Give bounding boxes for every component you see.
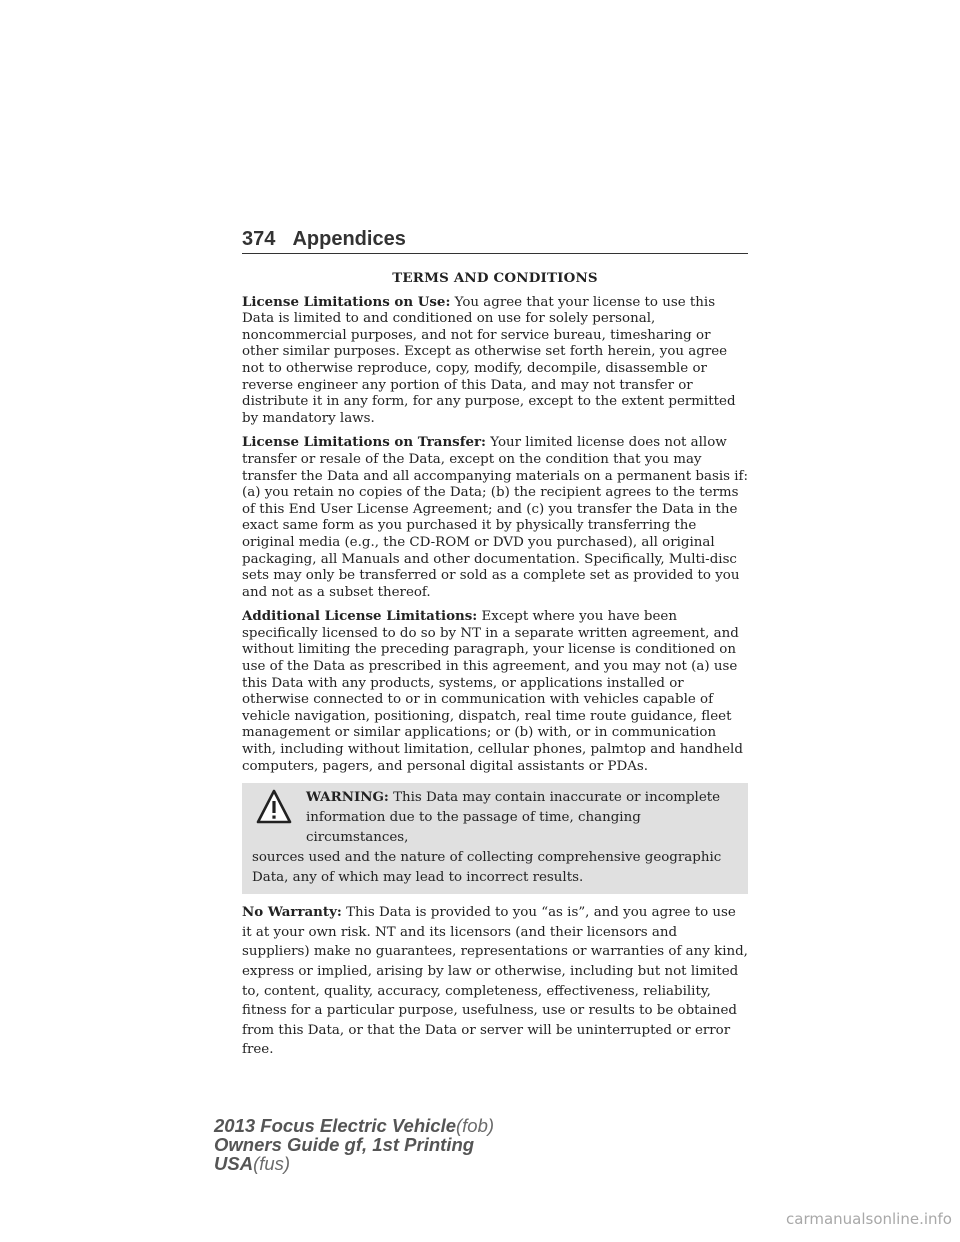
paragraph-use-limitations	[242, 294, 748, 428]
warning-box	[242, 783, 748, 894]
footer-guide: Owners Guide gf, 1st Printing	[214, 1134, 475, 1155]
paragraph-text: You agree that your license to use this Data is limited to and conditioned on use for solely personal, noncommercial purposes, and not for service bureau, timesharing or other similar purposes. Except as otherwise set forth herein, you agree not to otherwise reproduce, copy, modify, decompile, disassemble or reverse engineer any portion of this Data, and may not transfer or distribute it in any form, for any purpose, except to the extent permitted by mandatory laws.	[242, 294, 736, 426]
paragraph-lead: License Limitations on Transfer:	[242, 434, 486, 451]
warning-header	[252, 787, 740, 848]
paragraph-lead: License Limitations on Use:	[242, 293, 451, 310]
paragraph-text: This Data is provided to you “as is”, and you agree to use it at your own risk. NT and its licensors (and their licensors and suppliers) make no guarantees, representations or warranties of any kind, express or implied, arising by law or otherwise, including but not limited to, content, quality, accuracy, completeness, effectiveness, reliability, fitness for a particular purpose, usefulness, use or results to be obtained from this Data, or that the Data or server will be uninterrupted or error free.	[242, 905, 748, 1058]
paragraph-text: Except where you have been specifically licensed to do so by NT in a separate written agreement, and without limiting the preceding paragraph, your license is conditioned on use of the Data as prescribed in this agreement, and you may not (a) use this Data with any products, systems, or applications installed or otherwise connected to or in communication with vehicles capable of vehicle navigation, positioning, dispatch, real time route guidance, fleet management or similar applications; or (b) with, or in communication with, including without limitation, cellular phones, palmtop and handheld computers, pagers, and personal digital assistants or PDAs.	[242, 609, 743, 774]
warning-first-text	[306, 787, 740, 848]
section-title: Appendices	[292, 228, 406, 250]
warning-label: WARNING:	[306, 789, 389, 806]
print-footer	[214, 1116, 494, 1173]
footer-line-2	[214, 1135, 494, 1154]
watermark: carmanualsonline.info	[786, 1210, 952, 1228]
paragraph-lead: No Warranty:	[242, 904, 342, 921]
warning-text: This Data may contain inaccurate or incomplete information due to the passage of time, changing circumstances,	[306, 790, 721, 846]
terms-title: TERMS AND CONDITIONS	[392, 270, 598, 286]
paragraph-no-warranty	[242, 903, 748, 1060]
footer-line-3	[214, 1154, 494, 1173]
footer-model-code: (fob)	[456, 1115, 495, 1136]
paragraph-text: Your limited license does not allow transfer or resale of the Data, except on the condition that you may transfer the Data and all accompanying materials on a permanent basis if: (a) you retain no copies of the Data; (b) the recipient agrees to the terms of this End User License Agreement; and (c) you transfer the Data in the exact same form as you purchased it by physically transferring the original media (e.g., the CD-ROM or DVD you purchased), all original packaging, all Manuals and other documentation. Specifically, Multi-disc sets may only be transferred or sold as a complete set as provided to you and not as a subset thereof.	[242, 435, 749, 600]
warning-continued-text: sources used and the nature of collecting comprehensive geographic Data, any of which may lead to incorrect results.	[252, 850, 722, 886]
footer-line-1	[214, 1116, 494, 1135]
paragraph-lead: Additional License Limitations:	[242, 608, 478, 625]
page-number: 374	[242, 228, 276, 250]
paragraph-additional-limitations	[242, 608, 748, 775]
warning-triangle-icon	[256, 789, 292, 825]
footer-market: USA	[214, 1153, 254, 1174]
footer-market-code: (fus)	[253, 1153, 291, 1174]
paragraph-transfer-limitations	[242, 434, 748, 601]
page-header	[242, 228, 748, 254]
footer-model: 2013 Focus Electric Vehicle	[214, 1115, 456, 1136]
document-body	[242, 270, 748, 1067]
